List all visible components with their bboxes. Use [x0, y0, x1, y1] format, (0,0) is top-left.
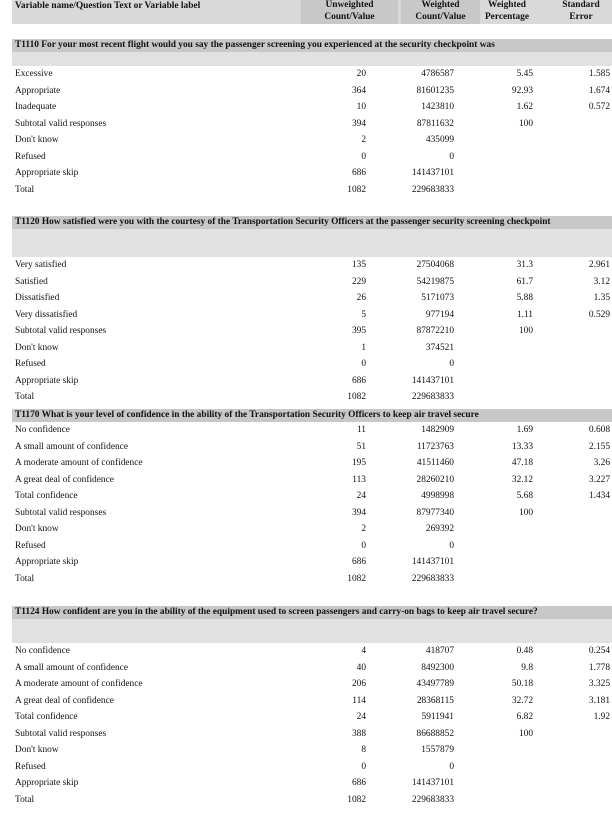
unweighted-count: 24 [356, 491, 366, 501]
unweighted-count: 20 [356, 69, 366, 79]
header-percentage-line2: Percentage [484, 11, 530, 22]
standard-error: 1.585 [588, 69, 610, 79]
weighted-count: 87977340 [416, 507, 454, 518]
table-row [12, 323, 612, 340]
row-label: Total confidence [15, 491, 78, 501]
row-label: Don't know [15, 745, 59, 755]
row-label: Don't know [15, 524, 59, 534]
row-label: A moderate amount of confidence [15, 679, 143, 689]
row-label: Refused [15, 540, 46, 551]
table-row [12, 340, 612, 357]
row-label: Satisfied [15, 276, 48, 287]
question-title-band [12, 619, 612, 643]
table-row [12, 83, 612, 100]
header-weighted [401, 0, 480, 24]
weighted-count: 418707 [425, 646, 454, 656]
question-section [12, 409, 612, 587]
table-row [12, 571, 612, 588]
table-row [12, 455, 612, 472]
unweighted-count: 0 [361, 359, 366, 369]
header-stderr [549, 0, 612, 24]
table-header [12, 0, 612, 24]
weighted-count: 43497789 [416, 679, 454, 689]
weighted-count: 141437101 [411, 375, 454, 386]
weighted-count: 229683833 [411, 184, 454, 195]
table-row [12, 439, 612, 456]
unweighted-count: 5 [361, 309, 366, 320]
unweighted-count: 394 [351, 118, 366, 129]
table-row [12, 759, 612, 776]
standard-error: 0.572 [588, 102, 610, 112]
row-label: A great deal of confidence [15, 474, 114, 485]
header-stderr-line1: Standard [562, 0, 600, 10]
standard-error: 1.434 [588, 491, 610, 501]
question-title-band [12, 229, 612, 257]
header-weighted-line2: Count/Value [415, 11, 466, 22]
table-row [12, 554, 612, 571]
row-label: Inadequate [15, 102, 57, 112]
row-label: Total [15, 184, 35, 195]
table-row [12, 274, 612, 291]
table-row [12, 257, 612, 274]
unweighted-count: 388 [351, 728, 366, 739]
standard-error: 1.778 [588, 662, 610, 673]
weighted-count: 141437101 [411, 557, 454, 567]
row-label: Excessive [15, 69, 53, 79]
weighted-percentage: 6.82 [516, 712, 533, 722]
weighted-count: 54219875 [416, 276, 454, 287]
unweighted-count: 24 [356, 712, 366, 722]
row-label: Appropriate skip [15, 778, 79, 788]
unweighted-count: 686 [351, 375, 366, 386]
standard-error: 3.181 [588, 695, 610, 706]
standard-error: 0.608 [588, 425, 610, 435]
weighted-count: 87811632 [416, 118, 454, 129]
unweighted-count: 4 [361, 646, 366, 656]
table-row [12, 726, 612, 743]
table-row [12, 182, 612, 199]
weighted-count: 28368115 [416, 695, 454, 706]
weighted-count: 4786587 [421, 69, 454, 79]
standard-error: 0.529 [588, 309, 610, 320]
table-row [12, 149, 612, 166]
row-label: No confidence [15, 646, 70, 656]
unweighted-count: 1 [361, 342, 366, 353]
standard-error: 0.254 [588, 646, 610, 656]
unweighted-count: 686 [351, 557, 366, 567]
table-row [12, 165, 612, 182]
row-label: No confidence [15, 425, 70, 435]
table-row [12, 422, 612, 439]
weighted-count: 11723763 [416, 441, 454, 452]
question-title-band [12, 52, 612, 66]
question-section [12, 39, 612, 198]
header-unweighted [301, 0, 398, 24]
weighted-count: 5911941 [421, 712, 454, 722]
standard-error: 2.961 [588, 260, 610, 270]
question-title: T1120 How satisfied were you with the courtesy of the Transportation Security Officers at the passenger security screening checkpoint [12, 216, 612, 229]
standard-error: 1.92 [593, 712, 610, 722]
weighted-count: 141437101 [411, 778, 454, 788]
unweighted-count: 0 [361, 540, 366, 551]
weighted-count: 141437101 [411, 168, 454, 178]
header-variable: Variable name/Question Text or Variable label [15, 1, 201, 11]
weighted-percentage: 5.45 [516, 69, 533, 79]
unweighted-count: 229 [351, 276, 366, 287]
row-label: Refused [15, 761, 46, 772]
table-row [12, 307, 612, 324]
table-row [12, 709, 612, 726]
question-title: T1110 For your most recent flight would you say the passenger screening you experienced at the security checkpoint was [12, 39, 612, 52]
row-label: Subtotal valid responses [15, 118, 107, 129]
table-row [12, 132, 612, 149]
weighted-percentage: 47.18 [511, 458, 533, 468]
weighted-percentage: 31.3 [516, 260, 533, 270]
weighted-count: 86688852 [416, 728, 454, 739]
row-label: Appropriate skip [15, 375, 79, 386]
unweighted-count: 114 [352, 695, 366, 706]
weighted-percentage: 100 [518, 728, 533, 739]
unweighted-count: 364 [351, 85, 366, 96]
header-weighted-line1: Weighted [421, 0, 460, 10]
table-row [12, 99, 612, 116]
standard-error: 3.12 [593, 276, 610, 287]
table-row [12, 356, 612, 373]
weighted-count: 269392 [425, 524, 454, 534]
question-section [12, 606, 612, 808]
weighted-percentage: 32.72 [511, 695, 533, 706]
header-unweighted-line1: Unweighted [325, 0, 374, 10]
row-label: Refused [15, 151, 46, 162]
row-label: Don't know [15, 135, 59, 145]
weighted-percentage: 0.48 [516, 646, 533, 656]
weighted-count: 229683833 [411, 573, 454, 584]
weighted-percentage: 1.69 [516, 425, 533, 435]
table-row [12, 66, 612, 83]
standard-error: 2.155 [588, 441, 610, 452]
unweighted-count: 135 [351, 260, 366, 270]
row-label: Very satisfied [15, 260, 67, 270]
unweighted-count: 1082 [347, 392, 366, 402]
row-label: Total [15, 794, 35, 805]
table-row [12, 742, 612, 759]
weighted-percentage: 5.88 [516, 293, 533, 303]
table-row [12, 676, 612, 693]
unweighted-count: 686 [351, 168, 366, 178]
weighted-count: 81601235 [416, 85, 454, 96]
unweighted-count: 10 [356, 102, 366, 112]
row-label: Refused [15, 359, 46, 369]
row-label: Don't know [15, 342, 59, 353]
weighted-percentage: 100 [518, 507, 533, 518]
standard-error: 3.227 [588, 474, 610, 485]
weighted-percentage: 32.12 [511, 474, 533, 485]
table-row [12, 792, 612, 809]
weighted-count: 977194 [425, 309, 454, 320]
weighted-count: 27504068 [416, 260, 454, 270]
weighted-percentage: 5.68 [516, 491, 533, 501]
weighted-count: 5171073 [421, 293, 454, 303]
weighted-percentage: 100 [518, 326, 533, 336]
row-label: Subtotal valid responses [15, 326, 107, 336]
weighted-count: 0 [449, 540, 454, 551]
weighted-percentage: 100 [518, 118, 533, 129]
weighted-percentage: 92.93 [511, 85, 533, 96]
weighted-percentage: 9.8 [521, 662, 533, 673]
weighted-count: 28260210 [416, 474, 454, 485]
unweighted-count: 1082 [347, 184, 366, 195]
weighted-count: 0 [449, 151, 454, 162]
weighted-count: 1557879 [421, 745, 454, 755]
table-row [12, 538, 612, 555]
unweighted-count: 686 [351, 778, 366, 788]
row-label: Subtotal valid responses [15, 728, 107, 739]
weighted-count: 229683833 [411, 794, 454, 805]
question-section [12, 216, 612, 406]
weighted-count: 8492300 [421, 662, 454, 673]
row-label: A great deal of confidence [15, 695, 114, 706]
row-label: Appropriate skip [15, 168, 79, 178]
unweighted-count: 195 [351, 458, 366, 468]
unweighted-count: 395 [351, 326, 366, 336]
table-row [12, 660, 612, 677]
weighted-count: 229683833 [411, 392, 454, 402]
row-label: Total confidence [15, 712, 78, 722]
table-row [12, 373, 612, 390]
weighted-count: 0 [449, 761, 454, 772]
unweighted-count: 26 [356, 293, 366, 303]
row-label: Dissatisfied [15, 293, 60, 303]
table-row [12, 116, 612, 133]
weighted-percentage: 1.11 [516, 309, 533, 320]
unweighted-count: 2 [361, 135, 366, 145]
table-row [12, 505, 612, 522]
weighted-percentage: 61.7 [516, 276, 533, 287]
weighted-count: 0 [449, 359, 454, 369]
unweighted-count: 11 [356, 425, 366, 435]
table-row [12, 521, 612, 538]
header-percentage-line1: Weighted [487, 0, 527, 10]
weighted-count: 4998998 [421, 491, 454, 501]
weighted-percentage: 50.18 [511, 679, 533, 689]
header-unweighted-line2: Count/Value [324, 11, 375, 22]
table-row [12, 775, 612, 792]
header-stderr-line2: Error [569, 11, 593, 22]
row-label: Appropriate [15, 85, 61, 96]
unweighted-count: 40 [356, 662, 366, 673]
row-label: Total [15, 573, 35, 584]
table-row [12, 290, 612, 307]
unweighted-count: 1082 [347, 794, 366, 805]
table-row [12, 693, 612, 710]
weighted-percentage: 13.33 [511, 441, 533, 452]
unweighted-count: 1082 [347, 573, 366, 584]
weighted-count: 1423810 [421, 102, 454, 112]
question-title: T1170 What is your level of confidence in the ability of the Transportation Security Officers to keep air travel secure [12, 409, 612, 422]
weighted-count: 374521 [425, 342, 454, 353]
row-label: Total [15, 392, 35, 402]
weighted-count: 41511460 [416, 458, 454, 468]
unweighted-count: 0 [361, 761, 366, 772]
standard-error: 1.674 [588, 85, 610, 96]
row-label: A small amount of confidence [15, 441, 128, 452]
row-label: A moderate amount of confidence [15, 458, 143, 468]
unweighted-count: 206 [351, 679, 366, 689]
row-label: A small amount of confidence [15, 662, 128, 673]
unweighted-count: 394 [351, 507, 366, 518]
standard-error: 3.325 [588, 679, 610, 689]
row-label: Appropriate skip [15, 557, 79, 567]
header-percentage [475, 0, 539, 24]
unweighted-count: 0 [361, 151, 366, 162]
table-row [12, 643, 612, 660]
unweighted-count: 113 [352, 474, 366, 485]
question-title: T1124 How confident are you in the ability of the equipment used to screen passengers and carry-on bags to keep air travel secure? [12, 606, 612, 619]
row-label: Very dissatisfied [15, 309, 78, 320]
standard-error: 3.26 [593, 458, 610, 468]
table-row [12, 389, 612, 406]
unweighted-count: 51 [356, 441, 366, 452]
standard-error: 1.35 [593, 293, 610, 303]
unweighted-count: 2 [361, 524, 366, 534]
table-row [12, 472, 612, 489]
weighted-count: 87872210 [416, 326, 454, 336]
weighted-count: 435099 [425, 135, 454, 145]
unweighted-count: 8 [361, 745, 366, 755]
weighted-percentage: 1.62 [516, 102, 533, 112]
row-label: Subtotal valid responses [15, 507, 107, 518]
weighted-count: 1482909 [421, 425, 454, 435]
table-row [12, 488, 612, 505]
